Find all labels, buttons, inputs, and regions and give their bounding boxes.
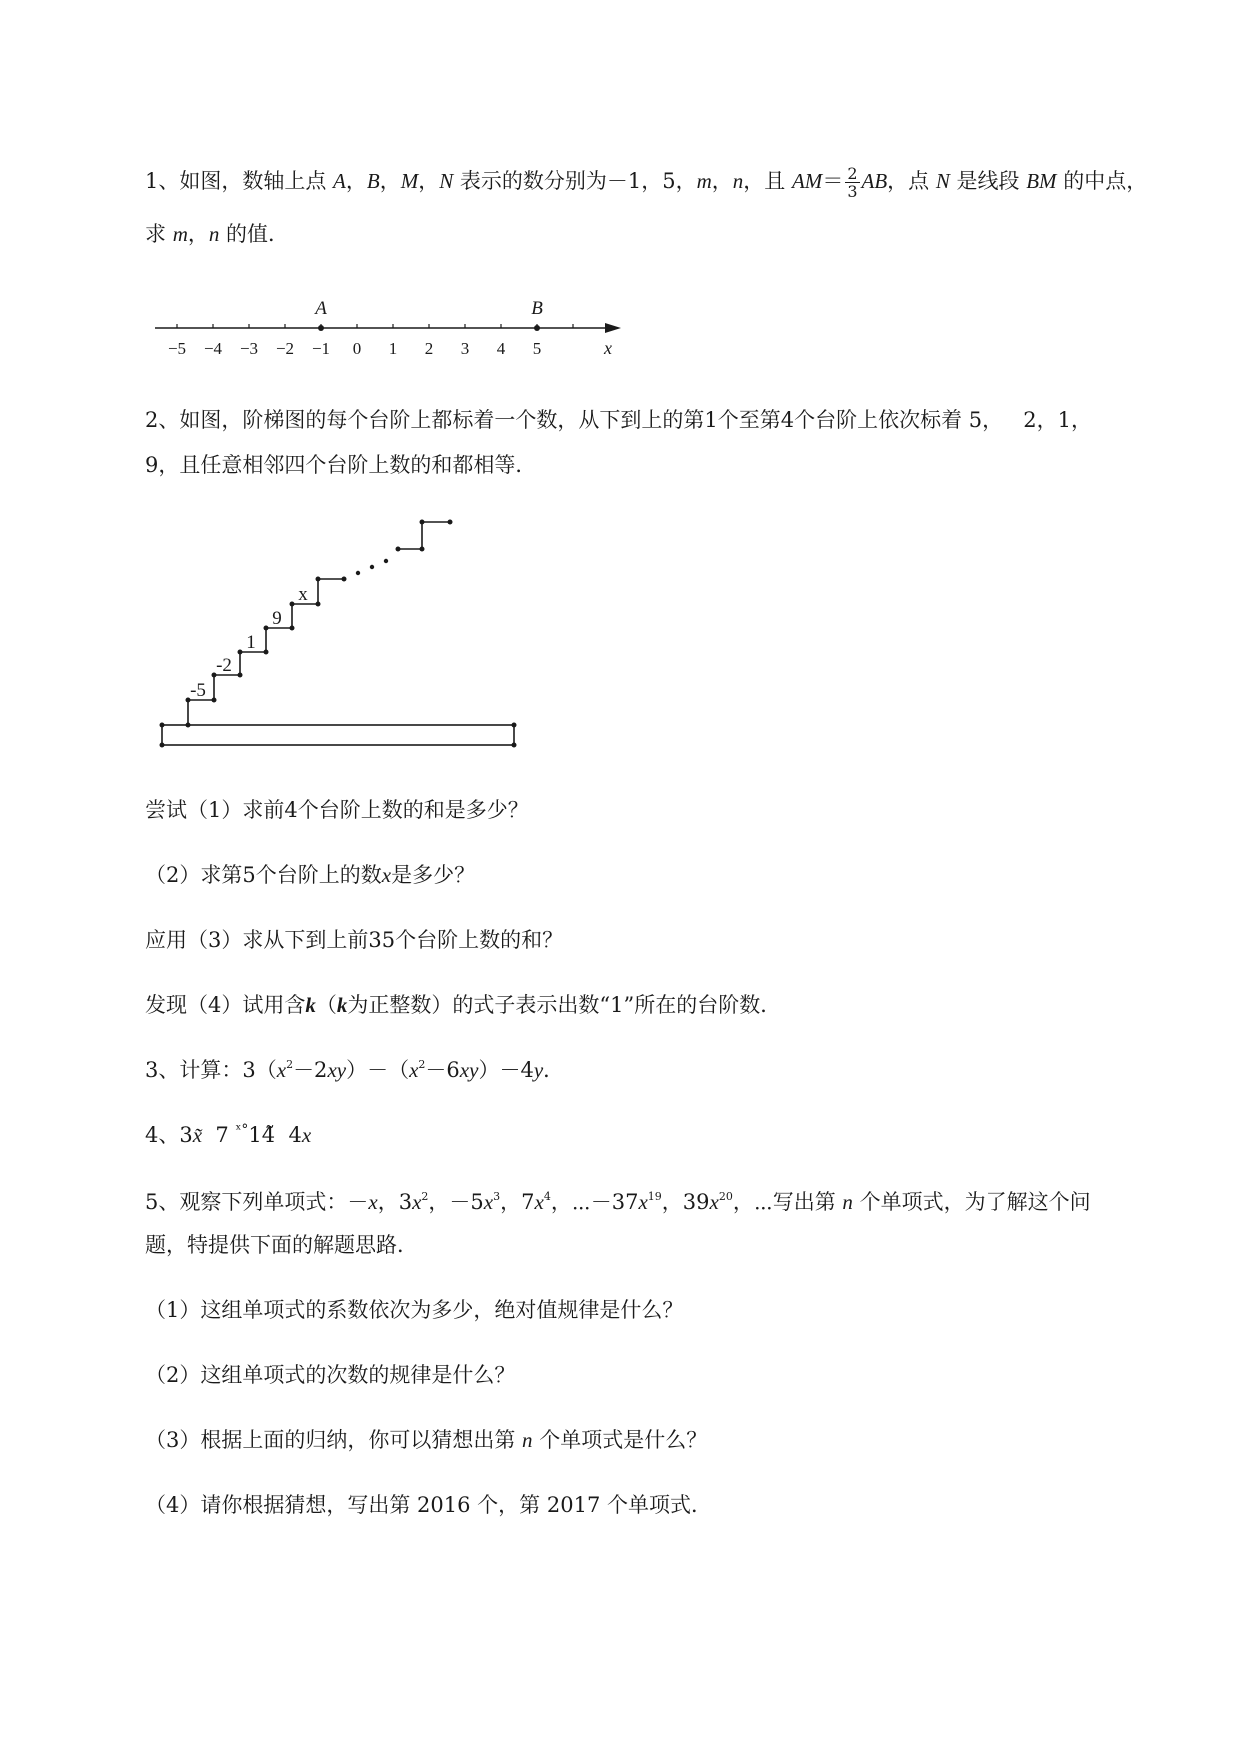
var-x: x̃ [192,1123,203,1147]
exponent: 4 [543,1190,551,1203]
step-label: -2 [216,655,232,676]
exponent: 2 [421,1190,429,1203]
step-label: 9 [272,608,282,629]
q4-text-part: 1 [248,1123,262,1147]
var-m: m [696,169,712,193]
q2-text-line1 [145,405,1171,435]
q2-text: 尝试（1）求前 [145,798,285,822]
tick-labels [168,339,541,358]
q1-text: ，点 [887,169,936,193]
q2-text: 2、如图，阶梯图的每个台阶上都标着一个数，从下到上的第 [145,408,705,432]
fraction-denominator: 3 [847,182,858,201]
q2-text: 是多少？ [391,863,476,887]
number: 2 [1023,408,1037,432]
number: 5 [968,408,983,432]
var-k: k [305,993,316,1017]
q2-text: 个台阶上数的和是多少？ [297,798,529,822]
q2-text: 发现（4）试用含 [145,993,306,1017]
fraction-numerator: 2 [847,164,858,183]
tick-label: 0 [352,339,362,358]
exponent: 19 [647,1190,662,1203]
q2-text: （2）求第 [145,863,243,887]
arrow-head-icon [605,323,621,333]
staircase-figure [150,510,530,750]
var-xy: xy [459,1058,479,1082]
tick-label: −3 [239,339,259,358]
var-N: N [935,169,950,193]
tick-label: −2 [275,339,295,358]
tick-label: 5 [532,339,542,358]
q1-text-line2 [145,219,1171,249]
var-x: x [301,1123,312,1147]
step-labels [190,584,308,701]
q5-text: ，－5 [428,1190,484,1214]
sep: ， [187,222,209,246]
q5-text-line2: 题，特提供下面的解题思路． [145,1233,418,1257]
q4-text [145,1120,1171,1150]
q5-text: 5、观察下列单项式：－ [145,1190,369,1214]
var-x: x [381,863,392,887]
q5-text: （3）根据上面的归纳，你可以猜想出第 [145,1428,523,1452]
sep: ， [982,408,1004,432]
var-xy: xy [327,1058,347,1082]
tick-label: 4 [496,339,506,358]
tick-label: 1 [388,339,398,358]
var-x: x [638,1190,648,1214]
tick-label: −5 [167,339,187,358]
q4-text-part: 4、3 [145,1123,193,1147]
step-label: -5 [190,680,206,701]
q5-sub3 [145,1425,1171,1455]
step-label: x [298,584,308,605]
point-A [318,325,324,331]
tick-label: 3 [460,339,470,358]
var-A: A [333,169,346,193]
point-B [534,325,540,331]
number: 1 [704,408,718,432]
equals-sign: ＝ [822,169,844,193]
q5-text: ，3 [377,1190,413,1214]
q5-text: （4）请你根据猜想，写出第 [145,1493,418,1517]
sep: ， [711,169,733,193]
var-n: n [208,222,220,246]
q5-sub2: （2）这组单项式的次数的规律是什么？ [145,1363,516,1387]
var-x: x [709,1190,719,1214]
var-k: k [336,993,348,1017]
exponent: 2 [286,1058,294,1071]
staircase-top-steps [398,522,450,549]
q2-sub2 [145,860,1171,890]
var-n: n [842,1190,853,1214]
var-x: x [368,1190,378,1214]
q3-text-part: ）－（ [346,1058,410,1082]
var-m: m [172,222,188,246]
step-corner-dots [160,520,517,748]
q3-text-part: ． [543,1058,565,1082]
label-A: A [315,298,327,319]
var-M: M [400,169,419,193]
q5-text: 个单项式，为了解这个问 [852,1190,1091,1214]
number: 9 [145,453,159,477]
q5-text: ，39 [661,1190,710,1214]
var-x: x [409,1058,419,1082]
staircase-base [162,725,514,745]
q4-text-part: 4̃ [261,1123,276,1147]
sep: ， [345,169,367,193]
exponent: 20 [718,1190,733,1203]
q1-text: 是线段 [949,169,1027,193]
var-x: x [534,1190,544,1214]
number-line-figure [145,290,635,360]
tick-label: −4 [203,339,223,358]
q2-text: 应用（3）求从下到上前 [145,928,369,952]
q2-sub1 [145,795,1171,825]
fraction-two-thirds [845,165,859,200]
q5-sub4 [145,1490,1171,1520]
number: 5 [242,863,256,887]
q4-garbled-mark: ˣ° [235,1122,249,1138]
exponent: 2 [418,1058,426,1071]
q1-text: 表示的数分别为－1，5， [453,169,697,193]
number: 2017 [546,1493,601,1517]
q1-text: 1、如图，数轴上点 [145,169,334,193]
q2-text: 个台阶上依次标着 [794,408,969,432]
tick-label: 2 [424,339,434,358]
q5-text: 个单项式． [600,1493,712,1517]
q1-text: 的值． [219,222,290,246]
q5-text: 个，第 [470,1493,547,1517]
q5-text: ，7 [500,1190,535,1214]
q3-text [145,1055,1171,1085]
var-x: x [276,1058,287,1082]
q2-text: 个台阶上数的和？ [395,928,564,952]
q2-text-line2 [145,450,1171,480]
sep: ， [1036,408,1058,432]
q2-text: 个至第 [717,408,781,432]
var-n: n [732,169,744,193]
axis-label-x: x [604,338,612,358]
q1-text: ，且 [743,169,792,193]
var-x: x [483,1190,494,1214]
number: 35 [368,928,396,952]
label-B: B [531,298,543,319]
var-n: n [522,1428,533,1452]
q5-text: ，⋯写出第 [732,1190,843,1214]
var-x: x [412,1190,422,1214]
q2-text: （ [315,993,337,1017]
exponent: 3 [493,1190,501,1203]
var-AB: AB [861,169,888,193]
number: 4 [284,798,298,822]
q3-text-part: 3、计算：3（ [145,1058,277,1082]
q4-text-part: 7 [202,1123,236,1147]
q5-text: ，⋯－37 [550,1190,639,1214]
q5-text-line1 [145,1187,1171,1217]
q2-text: ，且任意相邻四个台阶上数的和都相等． [158,453,537,477]
q3-text-part: ）－4 [478,1058,534,1082]
var-B: B [366,169,380,193]
q3-text-part: －2 [293,1058,328,1082]
q1-text-line1 [145,165,1171,200]
ellipsis-dots [356,559,388,575]
q5-sub1: （1）这组单项式的系数依次为多少，绝对值规律是什么？ [145,1298,684,1322]
q2-text: 为正整数）的式子表示出数“1”所在的台阶数． [347,993,782,1017]
q2-text: 个台阶上的数 [255,863,382,887]
sep: ， [1070,408,1092,432]
var-N: N [439,169,454,193]
q3-text-part: －6 [425,1058,460,1082]
var-y: y [533,1058,544,1082]
q2-sub4 [145,990,1171,1020]
sep: ， [379,169,401,193]
tick-label: −1 [311,339,331,358]
q1-text: 求 [145,222,173,246]
q1-text: 的中点， [1056,169,1148,193]
number: 1 [1057,408,1071,432]
var-BM: BM [1026,169,1057,193]
var-AM: AM [791,169,823,193]
number: 4 [780,408,795,432]
q5-text: 个单项式是什么？ [532,1428,708,1452]
step-label: 1 [246,632,256,653]
q4-text-part: 4 [275,1123,302,1147]
sep: ， [418,169,440,193]
q2-sub3 [145,925,1171,955]
number: 2016 [417,1493,471,1517]
